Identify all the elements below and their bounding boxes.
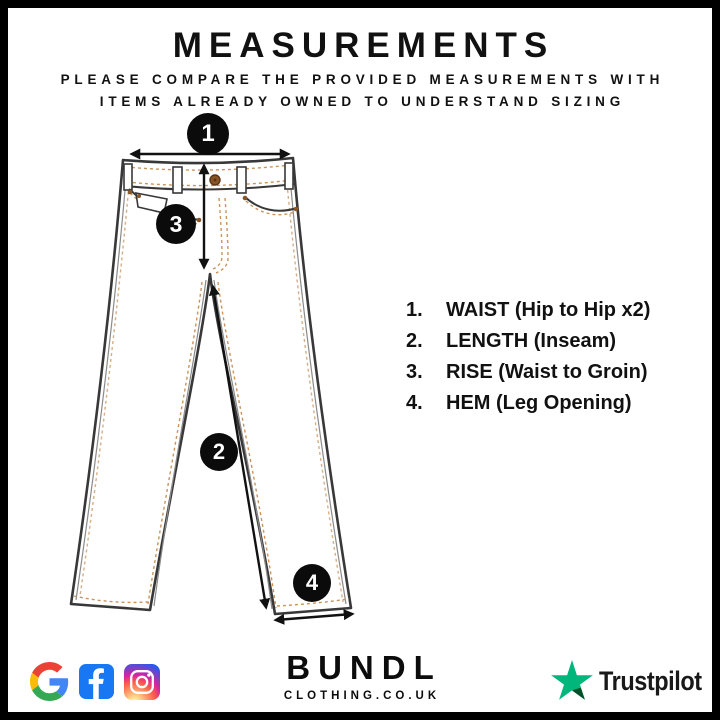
legend-number: 4. <box>406 392 423 414</box>
legend-label: HEM (Leg Opening) <box>446 392 632 414</box>
trustpilot-logo <box>550 659 717 703</box>
subtitle-line-1: PLEASE COMPARE THE PROVIDED MEASUREMENTS WITH <box>60 72 665 87</box>
legend-label: WAIST (Hip to Hip x2) <box>446 299 651 321</box>
badge-waist: 1 <box>187 113 229 155</box>
brand-domain: CLOTHING.CO.UK <box>283 690 441 702</box>
legend-item-hem <box>406 388 650 419</box>
jeans-outline <box>71 158 351 614</box>
brand-name: BUNDL <box>286 649 442 686</box>
legend-number: 1. <box>406 299 423 321</box>
badge-rise: 3 <box>156 204 196 244</box>
subtitle-line-2: ITEMS ALREADY OWNED TO UNDERSTAND SIZING <box>99 94 626 109</box>
badge-length: 2 <box>200 433 238 471</box>
page-title: MEASUREMENTS <box>172 26 555 65</box>
legend-number: 3. <box>406 361 423 383</box>
legend-label: RISE (Waist to Groin) <box>446 361 648 383</box>
legend-item-length <box>406 326 650 357</box>
legend-number: 2. <box>406 330 423 352</box>
legend-item-rise <box>406 357 650 388</box>
legend-item-waist <box>406 295 650 326</box>
trustpilot-wordmark: Trustpilot <box>599 665 702 696</box>
badge-hem: 4 <box>293 564 331 602</box>
measurement-legend <box>406 295 650 419</box>
legend-label: LENGTH (Inseam) <box>446 330 617 352</box>
trustpilot-star-icon <box>550 659 594 703</box>
hem-arrow <box>276 614 352 620</box>
